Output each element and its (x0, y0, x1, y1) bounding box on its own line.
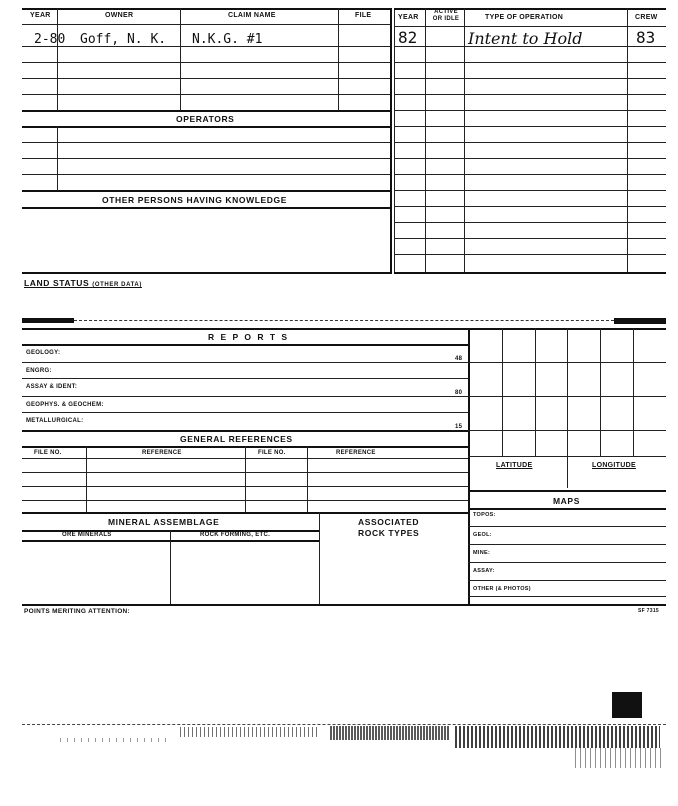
op-row1-crew: 83 (636, 28, 656, 47)
maps-title: MAPS (553, 496, 580, 506)
reports-assay-ident: ASSAY & IDENT: (26, 384, 78, 390)
reports-geophys: GEOPHYS. & GEOCHEM: (26, 402, 104, 408)
mineral-assemblage-title: MINERAL ASSEMBLAGE (108, 517, 220, 527)
op-row1-year: 82 (398, 28, 418, 47)
gr-col-ref: REFERENCE (142, 450, 182, 456)
reports-engrg: ENGRG: (26, 368, 52, 374)
ore-minerals-label: ORE MINERALS (62, 532, 112, 538)
associated-label: ASSOCIATED (358, 517, 420, 527)
maps-other: OTHER (& PHOTOS) (473, 586, 531, 592)
gr-col-ref2: REFERENCE (336, 450, 376, 456)
longitude-label: LONGITUDE (592, 462, 636, 469)
claim-row1-year: 2-80 (34, 32, 66, 47)
reports-metallurgical: METALLURGICAL: (26, 418, 84, 424)
header-file: FILE (355, 12, 372, 19)
header-claim-name: CLAIM NAME (228, 12, 276, 19)
reports-assay-num: 80 (455, 390, 463, 396)
land-status-label: LAND STATUS (OTHER DATA) (24, 278, 142, 288)
gr-col-file2: FILE NO. (258, 450, 286, 456)
maps-topos: TOPOS: (473, 512, 496, 518)
gr-col-file: FILE NO. (34, 450, 62, 456)
reports-geology: GEOLOGY: (26, 350, 61, 356)
reports-geology-num: 48 (455, 356, 463, 362)
op-header-year: YEAR (398, 14, 419, 21)
form-number: SF 7315 (638, 608, 660, 614)
reports-metallurgical-num: 15 (455, 424, 463, 430)
points-meriting-label: POINTS MERITING ATTENTION: (24, 608, 131, 615)
operators-title: OPERATORS (176, 114, 235, 124)
maps-geol: GEOL: (473, 532, 492, 538)
op-header-crew: CREW (635, 14, 658, 21)
rock-types-label: ROCK TYPES (358, 528, 420, 538)
other-persons-title: OTHER PERSONS HAVING KNOWLEDGE (102, 195, 288, 205)
maps-assay: ASSAY: (473, 568, 495, 574)
header-owner: OWNER (105, 12, 134, 19)
reports-title: R E P O R T S (208, 332, 290, 342)
op-header-active-or-idle: ACTIVE OR IDLE (432, 9, 460, 22)
maps-mine: MINE: (473, 550, 491, 556)
op-row1-type-of-operation: Intent to Hold (468, 29, 583, 48)
claim-row1-claim-name: N.K.G. #1 (192, 32, 263, 47)
latitude-label: LATITUDE (496, 462, 533, 469)
rock-forming-label: ROCK FORMING, ETC. (200, 532, 271, 538)
general-references-title: GENERAL REFERENCES (180, 434, 293, 444)
op-header-type-of-operation: TYPE OF OPERATION (485, 14, 564, 21)
claim-row1-owner: Goff, N. K. (80, 32, 167, 47)
header-year: YEAR (30, 12, 51, 19)
